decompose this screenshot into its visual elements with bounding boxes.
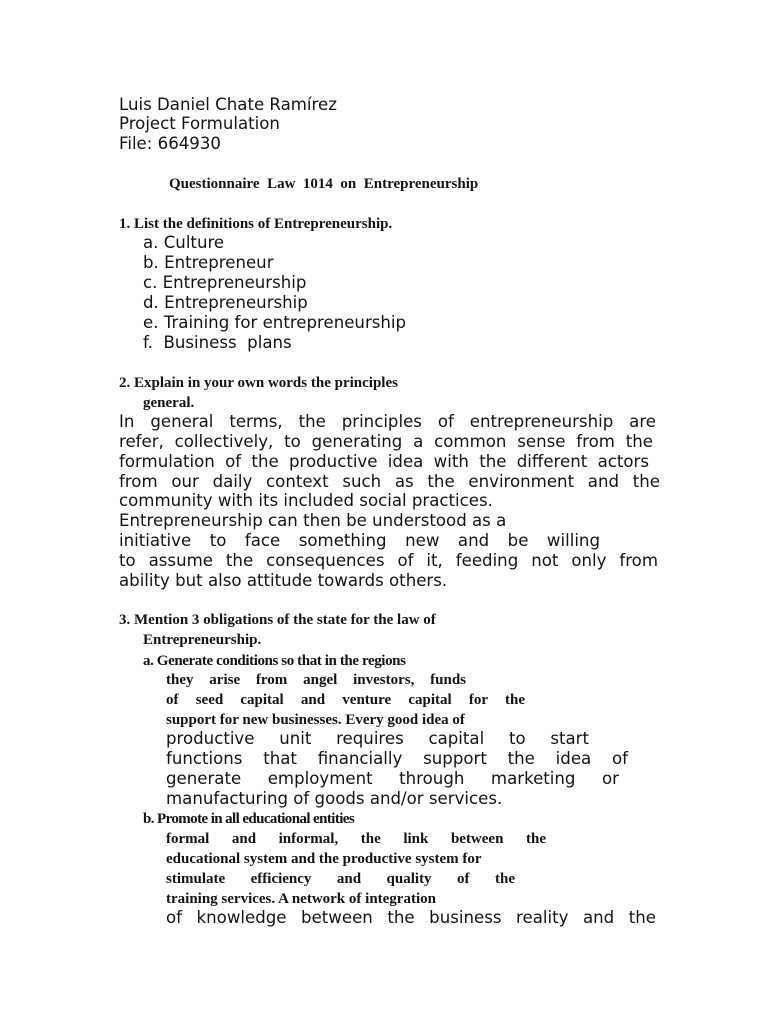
q3-item-a-label: a. Generate conditions so that in the regions: [143, 653, 406, 669]
q3-item-a-line: productive unit requires capital to start: [166, 729, 589, 748]
q2-answer-line: to assume the consequences of it, feeding not only from: [119, 551, 658, 570]
q3-item-a-line: support for new businesses. Every good idea of: [166, 712, 465, 728]
q3-item-a-line: manufacturing of goods and/or services.: [166, 789, 503, 808]
q1-item-e: e. Training for entrepreneurship: [143, 313, 407, 332]
q3-item-a-line: generate employment through marketing or: [166, 769, 619, 788]
q1-item-f: f. Business plans: [143, 333, 292, 352]
author-name: Luis Daniel Chate Ramírez: [119, 95, 337, 114]
q3-item-b-line: educational system and the productive system for: [166, 851, 482, 867]
q2-answer-line: formulation of the productive idea with the different actors: [119, 452, 649, 471]
q3-item-a-line: they arise from angel investors, funds: [166, 672, 466, 688]
question-2-line-1: 2. Explain in your own words the principles: [119, 375, 398, 391]
q2-answer-line: initiative to face something new and be willing: [119, 531, 600, 550]
question-1: 1. List the definitions of Entrepreneurship.: [119, 216, 393, 232]
q1-item-a: a. Culture: [143, 233, 225, 252]
q3-item-a-line: functions that financially support the idea of: [166, 749, 628, 768]
question-2-line-2: general.: [143, 395, 195, 411]
q2-answer-line: refer, collectively, to generating a common sense from the: [119, 432, 653, 451]
q3-item-b-line: training services. A network of integration: [166, 891, 436, 907]
q2-answer-line: from our daily context such as the environment and the: [119, 472, 660, 491]
q2-answer-line: Entrepreneurship can then be understood as a: [119, 511, 507, 530]
q2-answer-line: ability but also attitude towards others.: [119, 571, 448, 590]
q3-item-b-line: stimulate efficiency and quality of the: [166, 871, 515, 887]
document-title: Questionnaire Law 1014 on Entrepreneurship: [169, 176, 479, 192]
q1-item-d: d. Entrepreneurship: [143, 293, 308, 312]
course-name: Project Formulation: [119, 114, 280, 133]
q2-answer-line: community with its included social practices.: [119, 491, 493, 510]
q3-item-a-line: of seed capital and venture capital for the: [166, 692, 525, 708]
q3-item-b-line: formal and informal, the link between the: [166, 831, 546, 847]
file-number: File: 664930: [119, 134, 221, 153]
q3-item-b-line: of knowledge between the business reality and the: [166, 908, 656, 927]
question-3-line-1: 3. Mention 3 obligations of the state for the law of: [119, 612, 436, 628]
q3-item-b-label: b. Promote in all educational entities: [143, 811, 355, 827]
q2-answer-line: In general terms, the principles of entrepreneurship are: [119, 412, 656, 431]
question-3-line-2: Entrepreneurship.: [143, 632, 262, 648]
q1-item-b: b. Entrepreneur: [143, 253, 274, 272]
q1-item-c: c. Entrepreneurship: [143, 273, 307, 292]
